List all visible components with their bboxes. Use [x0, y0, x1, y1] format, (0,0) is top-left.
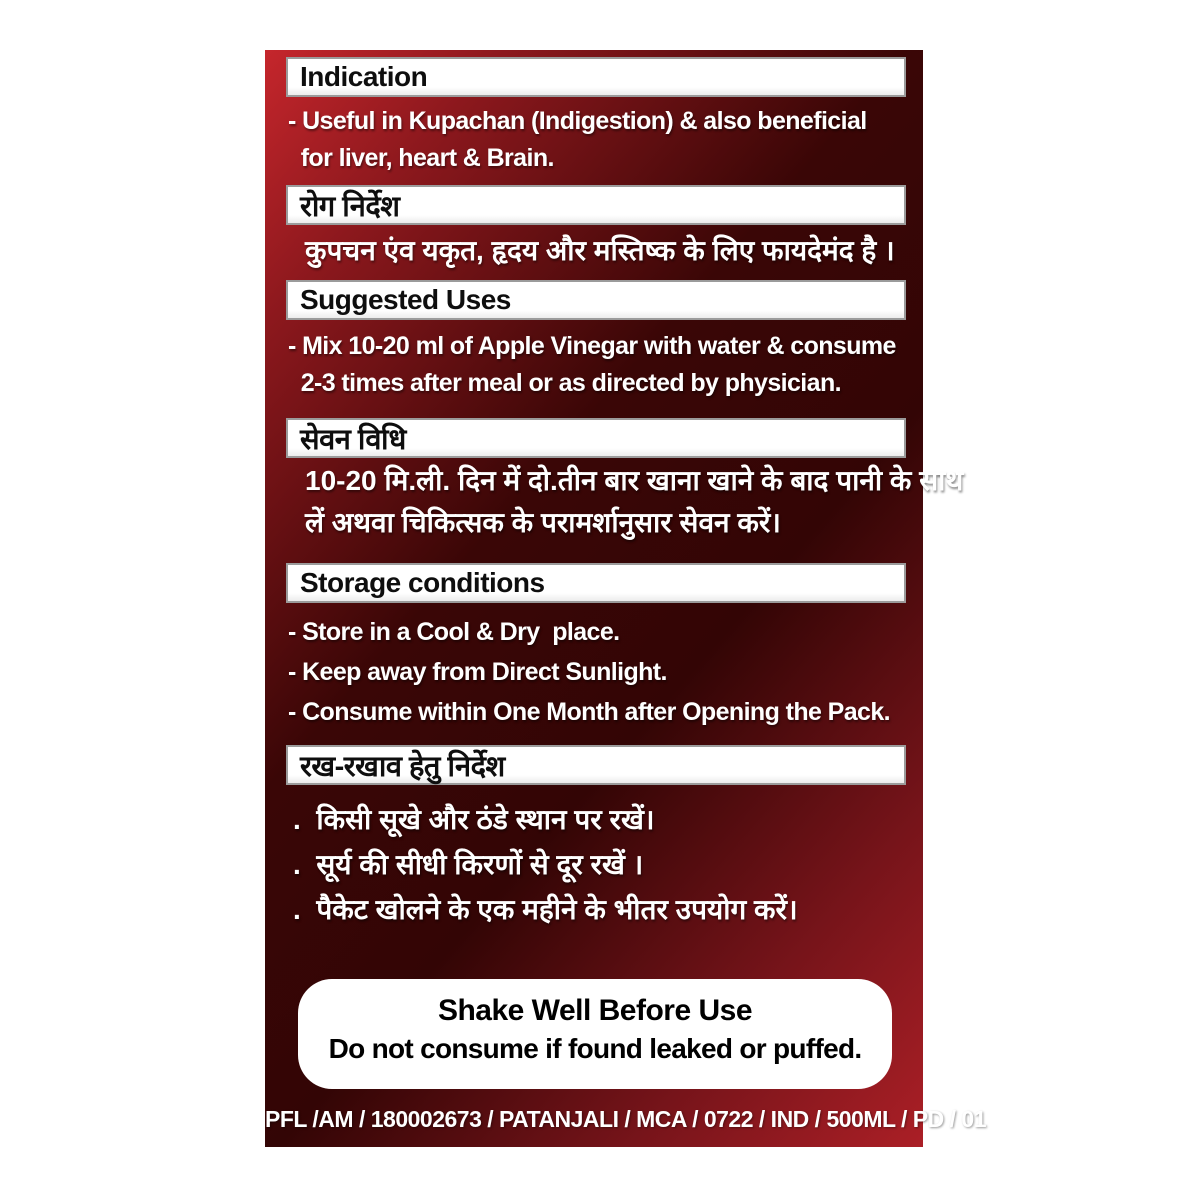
storage-body	[288, 612, 903, 732]
rakh-rakhav-line-1: . किसी सूखे और ठंडे स्थान पर रखें।	[293, 804, 655, 835]
rakh-rakhav-header-text: रख-रखाव हेतु निर्देश	[300, 750, 505, 783]
sevan-vidhi-line-1: 10-20 मि.ली. दिन में दो.तीन बार खाना खाने के बाद पानी के साथ	[305, 465, 964, 496]
shake-well-notice-box	[298, 979, 892, 1089]
shake-well-warning: Do not consume if found leaked or puffed.	[328, 1033, 862, 1064]
section-header-sevan-vidhi	[286, 418, 906, 458]
rog-nirdesh-body	[305, 230, 903, 272]
rakh-rakhav-body	[293, 797, 903, 932]
sevan-vidhi-header-text: सेवन विधि	[300, 423, 406, 456]
rog-nirdesh-header-text: रोग निर्देश	[300, 190, 400, 223]
section-header-suggested-uses	[286, 280, 906, 320]
storage-line-2: - Keep away from Direct Sunlight.	[288, 658, 667, 686]
storage-line-3: - Consume within One Month after Opening the Pack.	[288, 698, 890, 726]
indication-line-2: for liver, heart & Brain.	[288, 144, 554, 172]
rog-nirdesh-line-1: कुपचन एंव यकृत, हृदय और मस्तिष्क के लिए फायदेमंद है ।	[305, 235, 895, 266]
rakh-rakhav-line-2: . सूर्य की सीधी किरणों से दूर रखें ।	[293, 849, 644, 880]
suggested-uses-body	[288, 328, 903, 402]
suggested-uses-line-1: - Mix 10-20 ml of Apple Vinegar with water & consume	[288, 332, 896, 360]
section-header-rog-nirdesh	[286, 185, 906, 225]
section-header-storage-conditions	[286, 563, 906, 603]
indication-header-text: Indication	[300, 61, 428, 92]
shake-well-title: Shake Well Before Use	[437, 994, 753, 1027]
section-header-indication	[286, 57, 906, 97]
storage-header-text: Storage conditions	[300, 567, 545, 598]
rakh-rakhav-line-3: . पैकेट खोलने के एक महीने के भीतर उपयोग करें।	[293, 894, 798, 925]
batch-code-text: PFL /AM / 180002673 / PATANJALI / MCA / 0722 / IND / 500ML / PD / 01	[265, 1106, 987, 1132]
storage-line-1: - Store in a Cool & Dry place.	[288, 618, 620, 646]
product-label-panel	[265, 50, 987, 1147]
sevan-vidhi-line-2: लें अथवा चिकित्सक के परामर्शानुसार सेवन करें।	[305, 507, 781, 538]
indication-line-1: - Useful in Kupachan (Indigestion) & also beneficial	[288, 107, 867, 135]
suggested-uses-header-text: Suggested Uses	[300, 284, 511, 315]
indication-body	[288, 103, 903, 177]
section-header-rakh-rakhav	[286, 745, 906, 785]
suggested-uses-line-2: 2-3 times after meal or as directed by physician.	[288, 369, 841, 397]
sevan-vidhi-body	[305, 460, 964, 544]
